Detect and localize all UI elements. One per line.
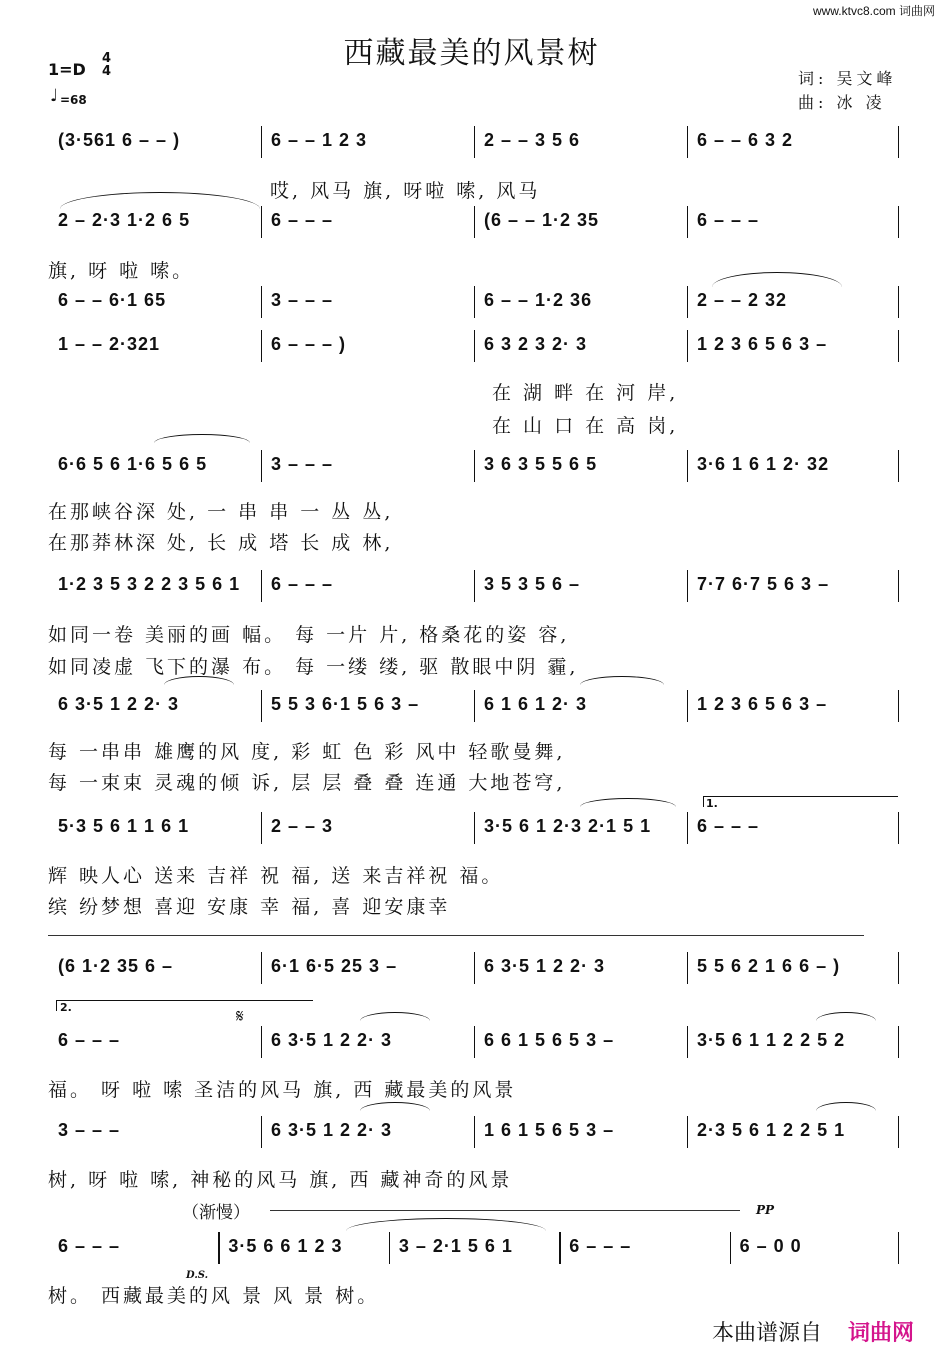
lyric-line: 在那峡谷深 处, 一 串 串 一 丛 丛, [48,501,394,523]
site-watermark: www.ktvc8.com 词曲网 [812,4,935,18]
measure: 6 3 2 3 2· 3 [484,334,588,354]
lyric-line: 在 湖 畔 在 河 岸, [492,382,679,404]
lyric-line: 在 山 口 在 高 岗, [492,415,679,437]
slur [816,1012,876,1021]
score-row [48,326,900,366]
pianissimo-mark: PP [756,1203,775,1217]
lyric-line: 在那莽林深 处, 长 成 塔 长 成 林, [48,532,394,554]
lyric-line: 树。 西藏最美的风 景 风 景 树。 [48,1285,380,1307]
score-row [48,1112,900,1152]
volta-2-bracket [56,1000,313,1011]
bar-line [261,330,262,362]
measure: 6 – – – [569,1236,632,1256]
measure: 3·5 6 1 1 2 2 5 2 [697,1030,846,1050]
bar-line [687,570,688,602]
slur [580,676,664,685]
measure: 1 2 3 6 5 6 3 – [697,694,828,714]
measure: 2 – – 2 32 [697,290,788,310]
measure: 6 – – – [697,816,760,836]
bar-line [474,126,475,158]
measure: 2 – 2·3 1·2 6 5 [58,210,191,230]
measure: 2 – – 3 5 6 [484,130,581,150]
quarter-note-icon: ♩ [50,86,59,106]
measure: 3·5 6 1 2·3 2·1 5 1 [484,816,652,836]
bar-line [474,206,475,238]
bar-line [261,952,262,984]
measure: 1·2 3 5 3 2 2 3 5 6 1 [58,574,241,594]
lyric-line: 缤 纷梦想 喜迎 安康 幸 福, 喜 迎安康幸 [48,896,451,918]
bar-line [261,1026,262,1058]
ritardando-line [270,1210,740,1211]
score-row [48,686,900,726]
bar-line [474,952,475,984]
slur [712,272,842,287]
measure: 6 – – 1 2 3 [271,130,368,150]
measure: 5 5 3 6·1 5 6 3 – [271,694,420,714]
measure: 5·3 5 6 1 1 6 1 [58,816,190,836]
slur [60,192,260,209]
bar-line [898,450,899,482]
bar-line [389,1232,390,1264]
bar-line [474,1116,475,1148]
measure: (6 – – 1·2 35 [484,210,600,230]
bar-line [474,450,475,482]
lyric-line: 树, 呀 啦 嗦, 神秘的风马 旗, 西 藏神奇的风景 [48,1169,513,1191]
measure: 3 – 2·1 5 6 1 [398,1236,513,1256]
bar-line [687,330,688,362]
measure: 6 3·5 1 2 2· 3 [58,694,180,714]
bar-line [474,570,475,602]
bar-line [898,1116,899,1148]
volta-1-bracket [703,796,898,807]
bar-line [261,812,262,844]
bar-line [687,1026,688,1058]
score-row [48,446,900,486]
measure: 3 6 3 5 5 6 5 [484,454,598,474]
measure: 6 1 6 1 2· 3 [484,694,588,714]
bar-line [687,126,688,158]
measure: 6 – 0 0 [739,1236,802,1256]
bar-line [474,330,475,362]
lyric-line: 每 一串串 雄鹰的风 度, 彩 虹 色 彩 风中 轻歌曼舞, [48,741,566,763]
time-signature [102,52,111,78]
ritardando-mark: （渐慢） [182,1203,250,1223]
measure: 3·6 1 6 1 2· 32 [697,454,830,474]
measure: 6 – – – [58,1030,121,1050]
bar-line [898,206,899,238]
bar-line [218,1232,219,1264]
bar-line [261,450,262,482]
slur [816,1102,876,1111]
measure: 2 – – 3 [271,816,334,836]
footer-brand-logo: 词曲网 [848,1321,915,1346]
volta-2-label: 2. [60,1001,72,1014]
measure: 6 – – – [271,210,334,230]
bar-line [730,1232,731,1264]
measure: 6 6 1 5 6 5 3 – [484,1030,615,1050]
volta-1-label: 1. [706,797,718,810]
score-row [48,808,900,848]
bar-line [261,286,262,318]
score-row [48,282,900,322]
lyric-line: 哎, 风马 旗, 呀啦 嗦, 风马 [270,180,541,202]
bar-line [474,812,475,844]
bar-line [687,1116,688,1148]
slur [360,1102,430,1111]
measure: (6 1·2 35 6 – [58,956,174,976]
lyricist-credit: 词: 吴文峰 [798,69,897,88]
bar-line [474,286,475,318]
measure: 6 3·5 1 2 2· 3 [271,1030,393,1050]
score-row [48,1228,900,1268]
measure: 6 – – – ) [271,334,347,354]
score-row [48,566,900,606]
bar-line [687,286,688,318]
measure: 5 5 6 2 1 6 6 – ) [697,956,841,976]
bar-line [687,812,688,844]
measure: (3·561 6 – – ) [58,130,181,150]
slur [346,1218,546,1231]
bar-line [898,330,899,362]
lyric-line: 每 一束束 灵魂的倾 诉, 层 层 叠 叠 连通 大地苍穹, [48,772,566,794]
segno-icon: 𝄋 [236,1006,244,1027]
measure: 2·3 5 6 1 2 2 5 1 [697,1120,846,1140]
measure: 3 – – – [58,1120,121,1140]
score-row [48,122,900,162]
score-row [48,948,900,988]
key-signature: 1=D [48,60,86,79]
notes-line [48,1236,900,1257]
measure: 3 – – – [271,290,334,310]
measure: 3 5 3 5 6 – [484,574,581,594]
lyric-line: 福。 呀 啦 嗦 圣洁的风马 旗, 西 藏最美的风景 [48,1079,517,1101]
measure: 6 3·5 1 2 2· 3 [484,956,606,976]
slur [154,434,250,443]
bar-line [261,570,262,602]
bar-line [261,1116,262,1148]
measure: 3 – – – [271,454,334,474]
measure: 6 – – – [58,1236,121,1256]
dal-segno-mark: D.S. [186,1270,209,1281]
bar-line [898,812,899,844]
composer-credit: 曲: 冰 凌 [798,93,886,112]
slur [580,798,676,807]
bar-line [898,1232,899,1264]
bar-line [898,1026,899,1058]
measure: 6 – – – [697,210,760,230]
bar-line [474,1026,475,1058]
measure: 6 – – 6·1 65 [58,290,167,310]
bar-line [687,450,688,482]
bar-line [261,690,262,722]
slur [360,1012,430,1021]
measure: 1 6 1 5 6 5 3 – [484,1120,615,1140]
bar-line [687,690,688,722]
bar-line [898,570,899,602]
measure: 6 – – 1·2 36 [484,290,593,310]
bar-line [474,690,475,722]
measure: 6·6 5 6 1·6 5 6 5 [58,454,208,474]
measure: 6 – – – [271,574,334,594]
song-title: 西藏最美的风景树 [343,36,600,71]
lyric-line: 如同凌虚 飞下的瀑 布。 每 一缕 缕, 驱 散眼中阴 霾, [48,656,579,678]
bar-line [898,952,899,984]
tempo-mark: =68 [60,93,87,107]
volta-1-continuation [48,935,864,936]
bar-line [898,690,899,722]
measure: 7·7 6·7 5 6 3 – [697,574,830,594]
bar-line [898,126,899,158]
bar-line [261,206,262,238]
bar-line [559,1232,560,1264]
time-top: 4 [102,51,112,66]
lyric-line: 旗, 呀 啦 嗦。 [48,260,195,282]
footer-source-text: 本曲谱源自 [712,1321,823,1346]
measure: 1 – – 2·321 [58,334,161,354]
lyric-line: 辉 映人心 送来 吉祥 祝 福, 送 来吉祥祝 福。 [48,865,504,887]
bar-line [687,206,688,238]
measure: 1 2 3 6 5 6 3 – [697,334,828,354]
measure: 6·1 6·5 25 3 – [271,956,398,976]
bar-line [898,286,899,318]
measure: 3·5 6 6 1 2 3 [228,1236,343,1256]
bar-line [261,126,262,158]
score-row [48,1022,900,1062]
bar-line [687,952,688,984]
time-bottom: 4 [102,64,112,79]
lyric-line: 如同一卷 美丽的画 幅。 每 一片 片, 格桑花的姿 容, [48,624,570,646]
measure: 6 3·5 1 2 2· 3 [271,1120,393,1140]
measure: 6 – – 6 3 2 [697,130,794,150]
